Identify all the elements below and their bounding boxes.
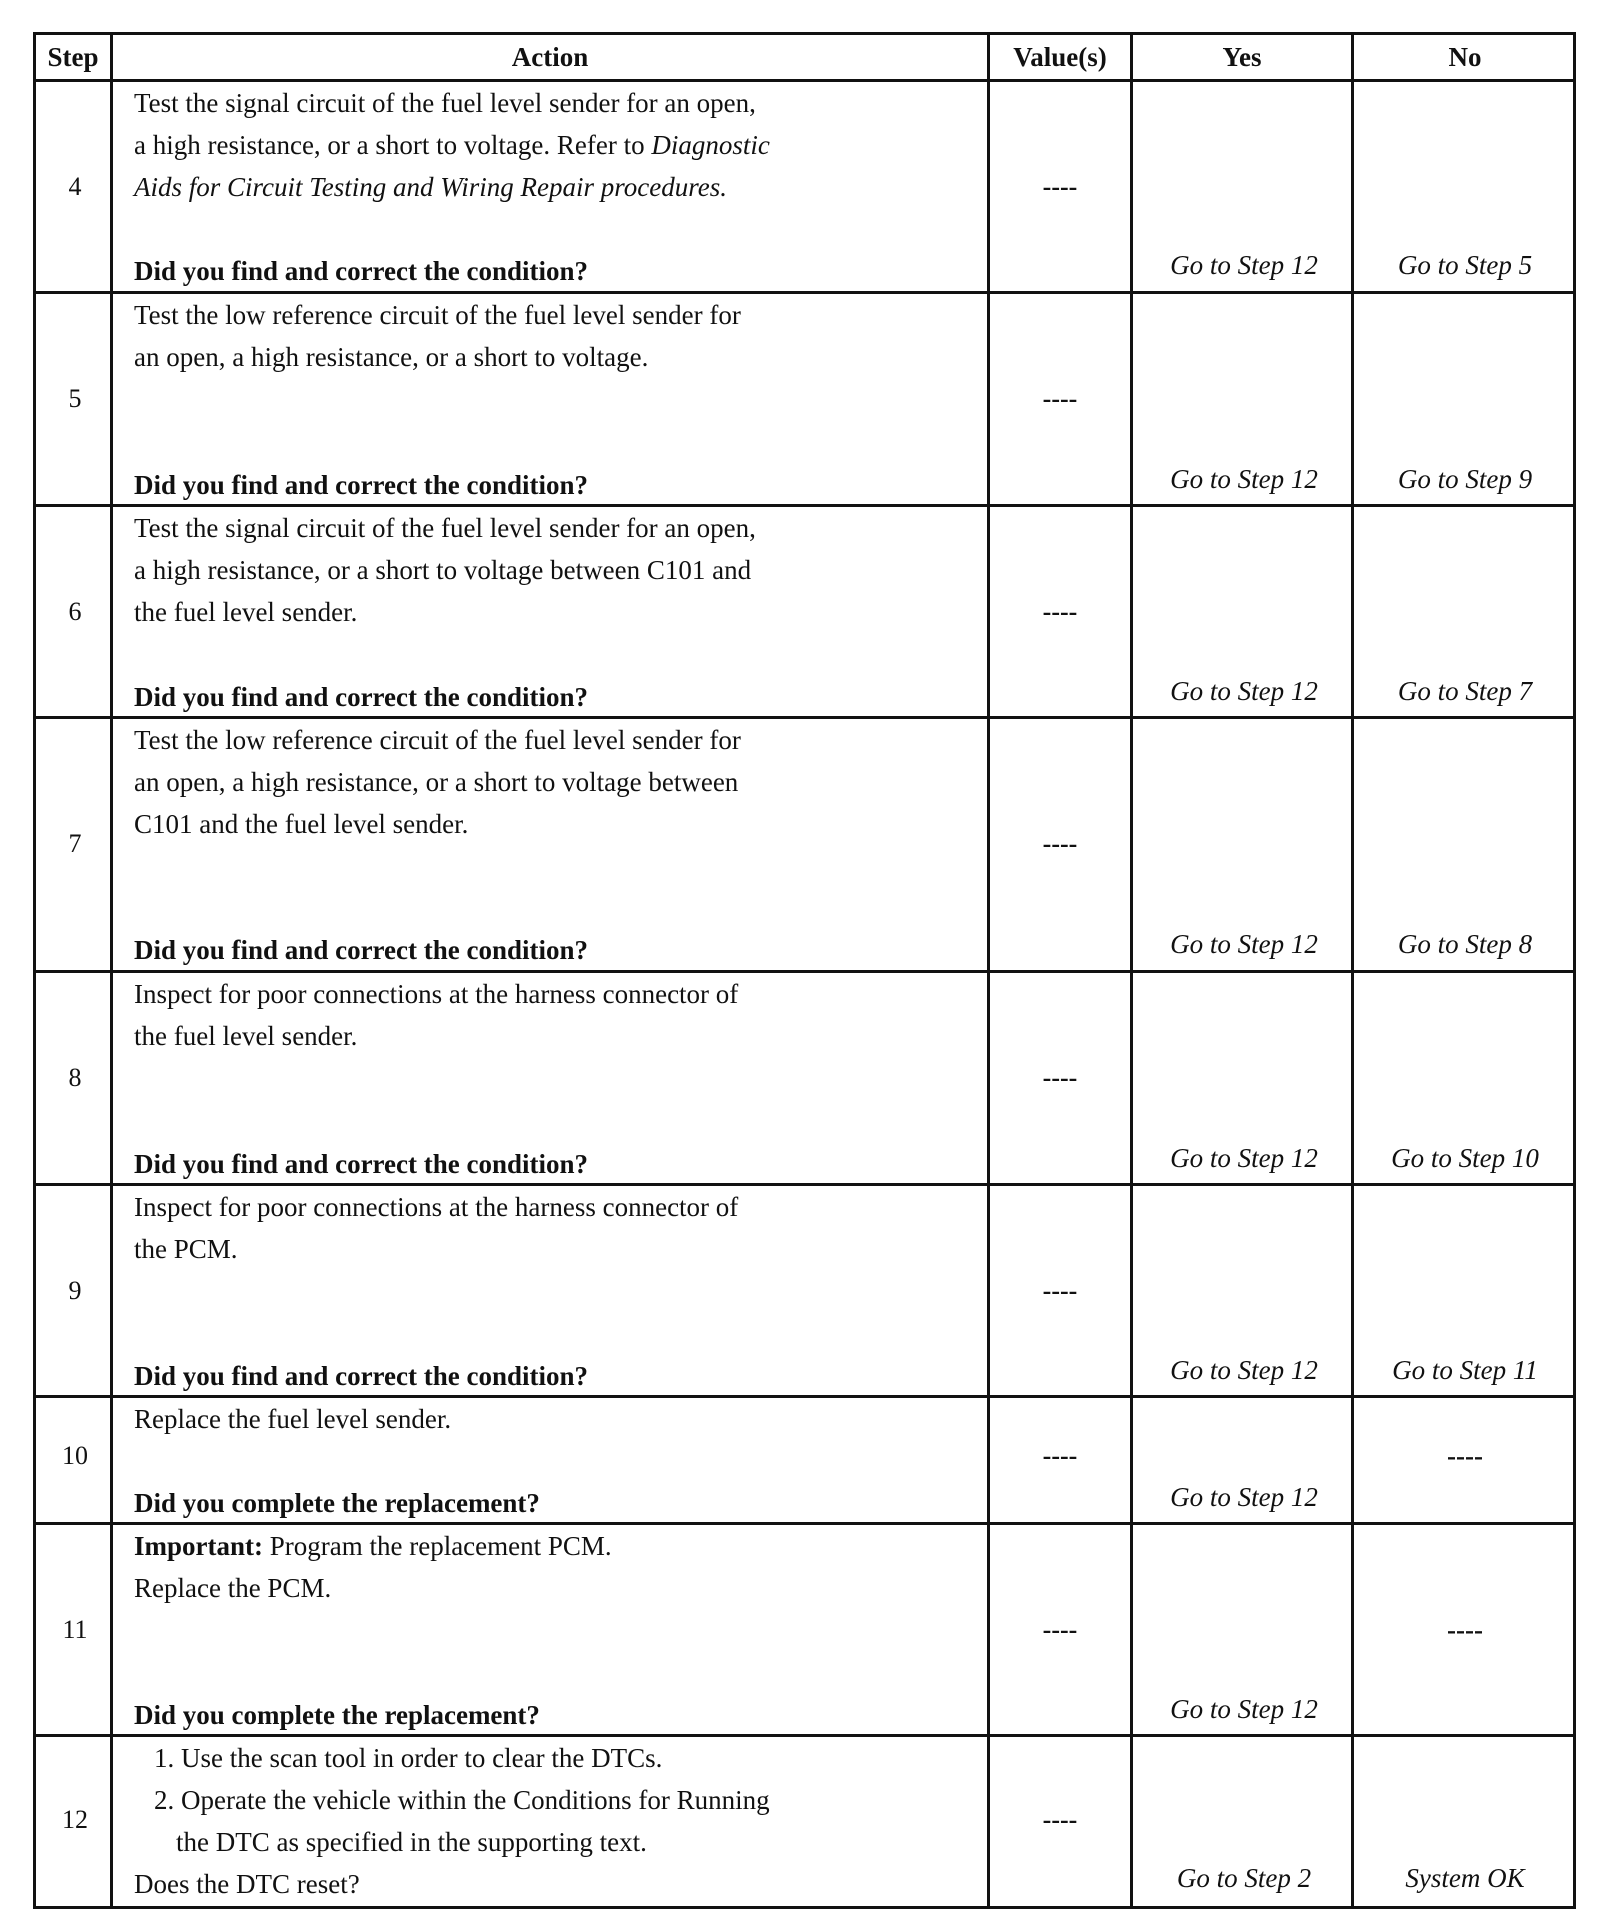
- no-link: Go to Step 5: [1397, 250, 1533, 280]
- action-line: a high resistance, or a short to voltage between C101 and: [134, 555, 752, 585]
- yes-link: Go to Step 2: [1176, 1863, 1312, 1893]
- action-line: the PCM.: [134, 1234, 238, 1264]
- action-list-item: 1. Use the scan tool in order to clear the DTCs.: [154, 1743, 663, 1773]
- table-row: [36, 294, 1573, 504]
- action-line: Test the signal circuit of the fuel level sender for an open,: [134, 88, 756, 118]
- no-link: System OK: [1405, 1863, 1525, 1893]
- action-question: Did you find and correct the condition?: [134, 1361, 589, 1391]
- table-row: [36, 82, 1573, 291]
- action-line: a high resistance, or a short to voltage. Refer to: [134, 130, 652, 160]
- action-line: the fuel level sender.: [134, 597, 358, 627]
- action-line: Replace the fuel level sender.: [134, 1404, 452, 1434]
- yes-link: Go to Step 12: [1170, 464, 1318, 494]
- action-question: Did you complete the replacement?: [134, 1488, 540, 1518]
- table-row: [36, 719, 1573, 970]
- yes-link: Go to Step 12: [1170, 1482, 1318, 1512]
- action-line: Replace the PCM.: [134, 1573, 332, 1603]
- action-question: Does the DTC reset?: [134, 1869, 360, 1899]
- yes-link: Go to Step 12: [1170, 250, 1318, 280]
- table-row: [36, 1737, 1573, 1906]
- header-action: Action: [511, 41, 589, 72]
- action-line: Program the replacement PCM.: [263, 1531, 612, 1561]
- action-question: Did you find and correct the condition?: [134, 256, 589, 286]
- step-number: 5: [68, 384, 82, 413]
- action-text: [134, 82, 1004, 208]
- no-link: Go to Step 9: [1397, 464, 1533, 494]
- value-cell: ----: [1042, 1805, 1078, 1834]
- table-row: [36, 1398, 1573, 1522]
- table-row: [36, 507, 1573, 716]
- value-cell: ----: [1042, 829, 1078, 858]
- action-question: Did you find and correct the condition?: [134, 935, 589, 965]
- action-line: the fuel level sender.: [134, 1021, 358, 1051]
- value-cell: ----: [1042, 597, 1078, 626]
- yes-link: Go to Step 12: [1170, 1143, 1318, 1173]
- value-cell: ----: [1042, 1441, 1078, 1470]
- action-text: [134, 1398, 1004, 1440]
- important-label: Important:: [134, 1531, 263, 1561]
- header-no: No: [1448, 41, 1482, 72]
- action-question: Did you find and correct the condition?: [134, 1149, 589, 1179]
- header-step: Step: [47, 41, 99, 72]
- action-line: an open, a high resistance, or a short to voltage.: [134, 342, 649, 372]
- action-text: [134, 973, 1004, 1057]
- action-line: Inspect for poor connections at the harness connector of: [134, 979, 739, 1009]
- action-text: [134, 507, 1004, 633]
- action-text: [134, 1525, 1004, 1609]
- step-number: 6: [68, 597, 82, 626]
- step-number: 12: [62, 1805, 88, 1834]
- action-list-item: the DTC as specified in the supporting text.: [176, 1827, 647, 1857]
- step-number: 8: [68, 1063, 82, 1092]
- step-number: 7: [68, 829, 82, 858]
- action-question: Did you complete the replacement?: [134, 1700, 540, 1730]
- value-cell: ----: [1042, 172, 1078, 201]
- step-number: 10: [62, 1441, 88, 1470]
- action-reference: Diagnostic: [651, 130, 770, 160]
- no-link: Go to Step 11: [1392, 1355, 1538, 1385]
- yes-link: Go to Step 12: [1170, 676, 1318, 706]
- no-link: Go to Step 8: [1397, 929, 1533, 959]
- header-values: Value(s): [1013, 41, 1107, 72]
- action-text: [134, 719, 1004, 845]
- action-line: an open, a high resistance, or a short to voltage between: [134, 767, 739, 797]
- table-row: [36, 973, 1573, 1183]
- step-number: 11: [62, 1615, 88, 1644]
- action-question: Did you find and correct the condition?: [134, 682, 589, 712]
- header-yes: Yes: [1222, 41, 1262, 72]
- step-number: 9: [68, 1276, 82, 1305]
- action-line: Inspect for poor connections at the harness connector of: [134, 1192, 739, 1222]
- action-line: Test the low reference circuit of the fuel level sender for: [134, 300, 741, 330]
- value-cell: ----: [1042, 1615, 1078, 1644]
- yes-link: Go to Step 12: [1170, 929, 1318, 959]
- action-text: [134, 294, 1004, 378]
- no-link: ----: [1447, 1441, 1483, 1471]
- diagnostic-table: [33, 32, 1576, 1909]
- action-line: Test the signal circuit of the fuel level sender for an open,: [134, 513, 756, 543]
- no-link: Go to Step 7: [1397, 676, 1533, 706]
- table-row: [36, 1186, 1573, 1395]
- action-list-item: 2. Operate the vehicle within the Conditions for Running: [154, 1785, 770, 1815]
- action-text: [134, 1737, 1004, 1863]
- no-link: Go to Step 10: [1391, 1143, 1539, 1173]
- action-line: C101 and the fuel level sender.: [134, 809, 469, 839]
- value-cell: ----: [1042, 384, 1078, 413]
- yes-link: Go to Step 12: [1170, 1355, 1318, 1385]
- step-number: 4: [68, 172, 82, 201]
- table-row: [36, 1525, 1573, 1734]
- action-question: Did you find and correct the condition?: [134, 470, 589, 500]
- yes-link: Go to Step 12: [1170, 1694, 1318, 1724]
- value-cell: ----: [1042, 1063, 1078, 1092]
- value-cell: ----: [1042, 1276, 1078, 1305]
- action-line: Test the low reference circuit of the fuel level sender for: [134, 725, 741, 755]
- action-reference: Aids for Circuit Testing and Wiring Repair procedures.: [134, 172, 728, 202]
- no-link: ----: [1447, 1615, 1483, 1645]
- action-text: [134, 1186, 1004, 1270]
